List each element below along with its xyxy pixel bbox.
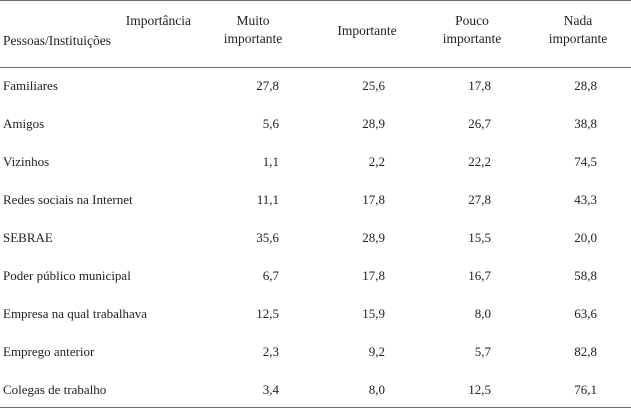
cell-pouco-importante: 26,7 [468,116,491,131]
cell-pouco-importante: 8,0 [474,306,491,321]
table-row [0,144,631,182]
cell-muito-importante: 11,1 [256,192,279,207]
column-header-line: Nada [563,13,593,28]
cell-nada-importante: 74,5 [574,154,597,169]
cell-muito-importante: 1,1 [262,154,279,169]
table-body [0,68,631,410]
cell-importante: 17,8 [362,268,385,283]
table-row [0,372,631,410]
row-label: Vizinhos [3,154,50,169]
cell-nada-importante: 43,3 [574,192,597,207]
cell-muito-importante: 2,3 [262,344,279,359]
row-label: Amigos [3,116,45,131]
cell-pouco-importante: 27,8 [468,192,491,207]
row-label: Empresa na qual trabalhava [3,306,148,321]
cell-pouco-importante: 16,7 [468,268,491,283]
table-bottom-rule [0,407,631,408]
cell-muito-importante: 5,6 [262,116,279,131]
table-row [0,296,631,334]
cell-muito-importante: 12,5 [256,306,279,321]
cell-importante: 25,6 [362,78,385,93]
cell-pouco-importante: 12,5 [468,382,491,397]
column-header-line: importante [223,31,283,46]
column-header-line: Importante [337,23,397,38]
cell-importante: 8,0 [368,382,385,397]
cell-importante: 15,9 [362,306,385,321]
cell-nada-importante: 28,8 [574,78,597,93]
cell-nada-importante: 58,8 [574,268,597,283]
row-label: Colegas de trabalho [3,382,107,397]
cell-pouco-importante: 15,5 [468,230,491,245]
cell-pouco-importante: 22,2 [468,154,491,169]
row-label: Emprego anterior [3,344,95,359]
header-people-institutions-label: Pessoas/Instituições [3,33,111,48]
column-header-line: importante [548,31,608,46]
cell-nada-importante: 20,0 [574,230,597,245]
row-label: SEBRAE [3,230,53,245]
cell-importante: 28,9 [362,230,385,245]
header-importance-label: Importância [125,13,191,28]
cell-muito-importante: 35,6 [256,230,279,245]
cell-importante: 9,2 [368,344,385,359]
cell-nada-importante: 63,6 [574,306,597,321]
table-top-rule [0,0,631,1]
cell-importante: 28,9 [362,116,385,131]
column-header-line: Pouco [455,13,489,28]
column-header-nada-importante [538,12,618,48]
cell-muito-importante: 3,4 [262,382,279,397]
cell-nada-importante: 38,8 [574,116,597,131]
column-header-line: Muito [236,13,270,28]
column-header-importante [327,22,407,40]
cell-nada-importante: 82,8 [574,344,597,359]
table-row [0,220,631,258]
row-label: Familiares [3,78,58,93]
cell-muito-importante: 6,7 [262,268,279,283]
cell-importante: 17,8 [362,192,385,207]
cell-pouco-importante: 17,8 [468,78,491,93]
table-row [0,68,631,106]
table-row [0,334,631,372]
cell-muito-importante: 27,8 [256,78,279,93]
table-row [0,258,631,296]
column-header-pouco-importante [432,12,512,48]
column-header-line: importante [442,31,502,46]
cell-nada-importante: 76,1 [574,382,597,397]
table-row [0,106,631,144]
row-label: Poder público municipal [3,268,131,283]
cell-pouco-importante: 5,7 [474,344,491,359]
column-header-muito-importante [212,12,294,48]
cell-importante: 2,2 [368,154,385,169]
table-row [0,182,631,220]
row-label: Redes sociais na Internet [3,192,133,207]
